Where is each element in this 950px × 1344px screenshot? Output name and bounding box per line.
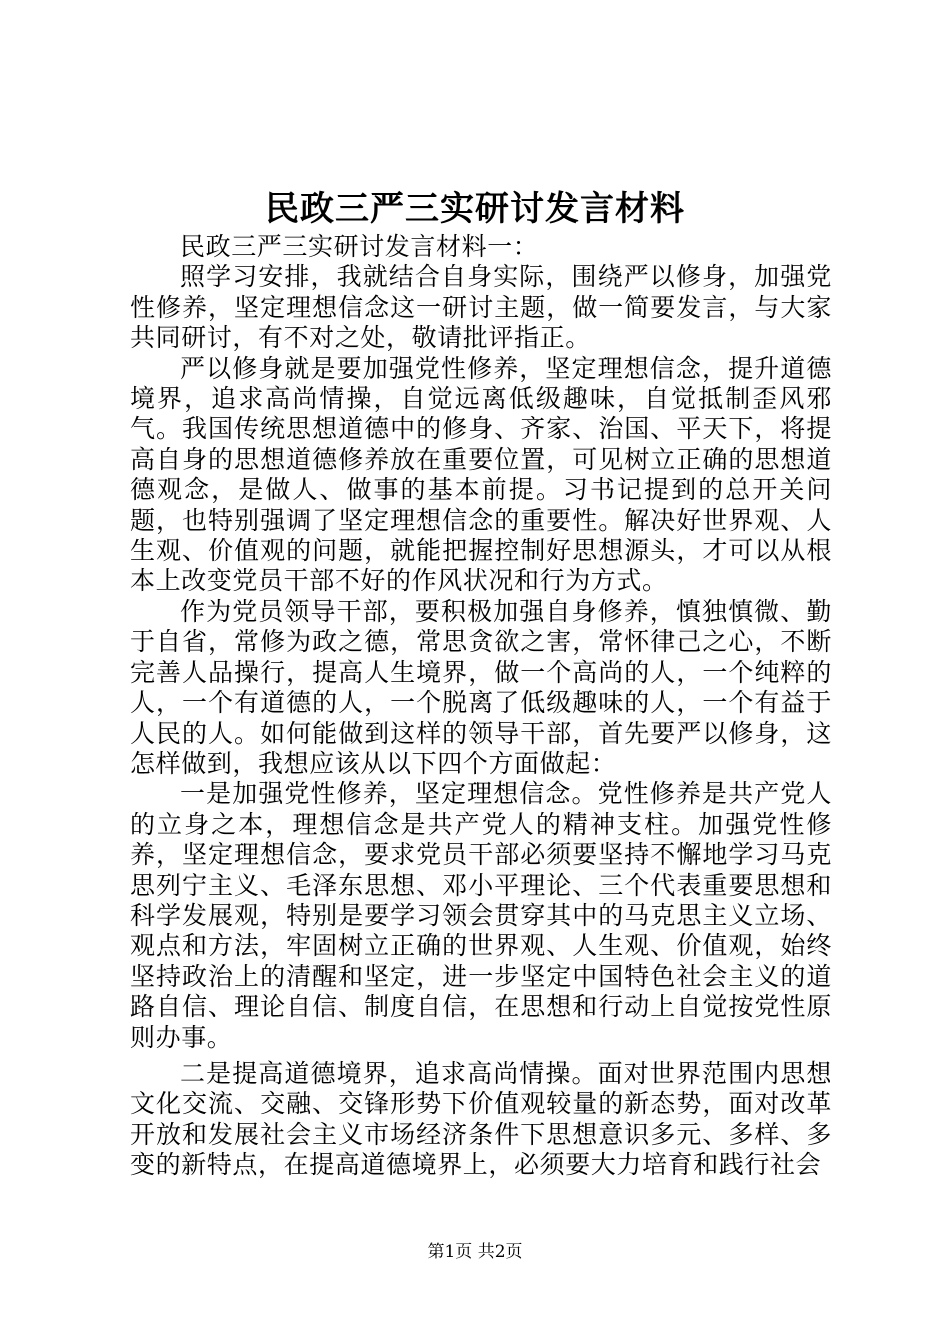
paragraph-point-one: 一是加强党性修养，坚定理想信念。党性修养是共产党人的立身之本，理想信念是共产党人的精神支柱。加强党性修养，坚定理想信念，要求党员干部必须要坚持不懈地学习马克思列宁主义、毛泽东思想、邓小平理论、三个代表重要思想和科学发展观，特别是要学习领会贯穿其中的马克思主义立场、观点和方法，牢固树立正确的世界观、人生观、价值观，始终坚持政治上的清醒和坚定，进一步坚定中国特色社会主义的道路自信、理论自信、制度自信，在思想和行动上自觉按党性原则办事。 (130, 779, 832, 1052)
paragraph-leader-cadre: 作为党员领导干部，要积极加强自身修养，慎独慎微、勤于自省，常修为政之德，常思贪欲之害，常怀律己之心，不断完善人品操行，提高人生境界，做一个高尚的人，一个纯粹的人，一个有道德的人，一个脱离了低级趣味的人，一个有益于人民的人。如何能做到这样的领导干部，首先要严以修身，这怎样做到，我想应该从以下四个方面做起： (130, 596, 832, 778)
paragraph-point-two: 二是提高道德境界，追求高尚情操。面对世界范围内思想文化交流、交融、交锋形势下价值观较量的新态势，面对改革开放和发展社会主义市场经济条件下思想意识多元、多样、多变的新特点，在提高道德境界上，必须要大力培育和践行社会 (130, 1058, 832, 1180)
paragraph-intro: 照学习安排，我就结合自身实际，围绕严以修身，加强党性修养，坚定理想信念这一研讨主题，做一简要发言，与大家共同研讨，有不对之处，敬请批评指正。 (130, 262, 832, 353)
document-body (130, 232, 832, 1181)
paragraph-self-cultivation: 严以修身就是要加强党性修养，坚定理想信念，提升道德境界，追求高尚情操，自觉远离低级趣味，自觉抵制歪风邪气。我国传统思想道德中的修身、齐家、治国、平天下，将提高自身的思想道德修养放在重要位置，可见树立正确的思想道德观念，是做人、做事的基本前提。习书记提到的总开关问题，也特别强调了坚定理想信念的重要性。解决好世界观、人生观、价值观的问题，就能把握控制好思想源头，才可以从根本上改变党员干部不好的作风状况和行为方式。 (130, 353, 832, 596)
page-number-footer: 第1页 共2页 (427, 1242, 523, 1262)
paragraph-heading: 民政三严三实研讨发言材料一： (180, 232, 539, 261)
document-title: 民政三严三实研讨发言材料 (265, 189, 685, 229)
